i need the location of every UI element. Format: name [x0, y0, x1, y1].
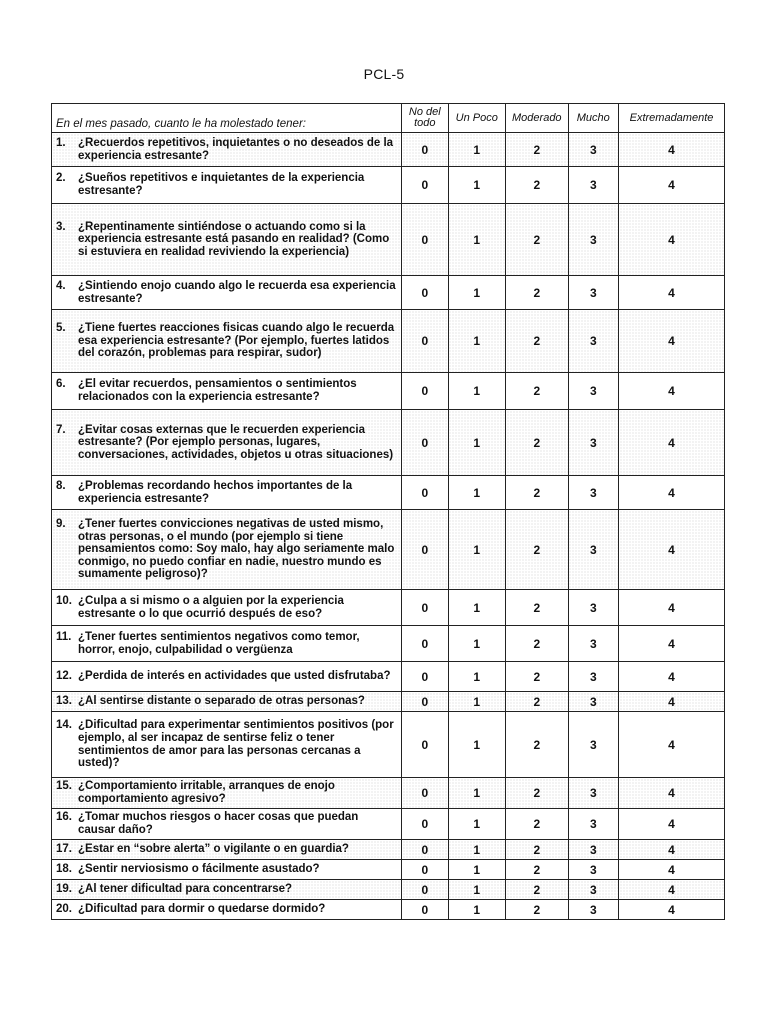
item-number: 5.: [56, 322, 66, 335]
table-row: [52, 778, 725, 809]
table-row: [52, 276, 725, 310]
response-option[interactable]: 2: [506, 692, 569, 712]
response-option[interactable]: 1: [448, 373, 506, 410]
response-option[interactable]: 3: [568, 840, 618, 860]
response-option[interactable]: 0: [402, 510, 448, 590]
question-header: En el mes pasado, cuanto le ha molestado tener:: [52, 104, 402, 133]
table-row: [52, 626, 725, 662]
question-cell: [52, 880, 402, 900]
response-option[interactable]: 0: [402, 662, 448, 692]
pcl5-table: [51, 103, 725, 920]
response-option[interactable]: 3: [568, 373, 618, 410]
item-text: ¿Al sentirse distante o separado de otras personas?: [78, 695, 365, 708]
item-text: ¿Sintiendo enojo cuando algo le recuerda esa experiencia estresante?: [78, 279, 396, 305]
response-option[interactable]: 2: [506, 840, 569, 860]
question-cell: [52, 276, 402, 310]
item-text: ¿Perdida de interés en actividades que usted disfrutaba?: [78, 670, 391, 683]
response-option[interactable]: 0: [402, 626, 448, 662]
item-number: 6.: [56, 378, 66, 391]
table-row: [52, 204, 725, 276]
response-option[interactable]: 3: [568, 692, 618, 712]
response-option[interactable]: 4: [619, 840, 725, 860]
option-header: Mucho: [568, 104, 618, 133]
response-option[interactable]: 3: [568, 410, 618, 476]
response-option[interactable]: 4: [619, 167, 725, 204]
question-cell: [52, 692, 402, 712]
response-option[interactable]: 2: [506, 809, 569, 840]
table-row: [52, 880, 725, 900]
response-option[interactable]: 0: [402, 276, 448, 310]
response-option[interactable]: 1: [448, 167, 506, 204]
response-option[interactable]: 1: [448, 410, 506, 476]
response-option[interactable]: 2: [506, 626, 569, 662]
option-header: No del todo: [402, 104, 448, 133]
item-text: ¿Sentir nerviosismo o fácilmente asustado?: [78, 863, 320, 876]
response-option[interactable]: 3: [568, 133, 618, 167]
response-option[interactable]: 4: [619, 133, 725, 167]
response-option[interactable]: 2: [506, 900, 569, 920]
question-cell: [52, 626, 402, 662]
item-text: ¿El evitar recuerdos, pensamientos o sentimientos relacionados con la experiencia estresante?: [78, 378, 357, 403]
response-option[interactable]: 3: [568, 778, 618, 809]
item-number: 10.: [56, 594, 72, 607]
response-option[interactable]: 1: [448, 310, 506, 373]
item-number: 2.: [56, 172, 66, 185]
response-option[interactable]: 0: [402, 840, 448, 860]
response-option[interactable]: 4: [619, 410, 725, 476]
response-option[interactable]: 0: [402, 778, 448, 809]
response-option[interactable]: 0: [402, 410, 448, 476]
response-option[interactable]: 3: [568, 276, 618, 310]
response-option[interactable]: 3: [568, 204, 618, 276]
option-header: Un Poco: [448, 104, 506, 133]
table-row: [52, 662, 725, 692]
response-option[interactable]: 3: [568, 310, 618, 373]
item-number: 16.: [56, 811, 72, 824]
table-row: [52, 809, 725, 840]
response-option[interactable]: 1: [448, 133, 506, 167]
question-cell: [52, 167, 402, 204]
question-cell: [52, 662, 402, 692]
item-number: 7.: [56, 423, 66, 436]
response-option[interactable]: 4: [619, 662, 725, 692]
item-number: 13.: [56, 695, 72, 708]
table-row: [52, 692, 725, 712]
item-number: 15.: [56, 780, 72, 793]
response-option[interactable]: 1: [448, 880, 506, 900]
header-row: [52, 104, 725, 133]
response-option[interactable]: 3: [568, 900, 618, 920]
response-option[interactable]: 2: [506, 204, 569, 276]
question-cell: [52, 510, 402, 590]
response-option[interactable]: 3: [568, 662, 618, 692]
table-row: [52, 900, 725, 920]
item-text: ¿Dificultad para dormir o quedarse dormido?: [78, 903, 326, 916]
response-option[interactable]: 3: [568, 860, 618, 880]
table-row: [52, 840, 725, 860]
response-option[interactable]: 1: [448, 692, 506, 712]
question-cell: [52, 410, 402, 476]
question-cell: [52, 476, 402, 510]
table-row: [52, 860, 725, 880]
question-cell: [52, 590, 402, 626]
response-option[interactable]: 3: [568, 809, 618, 840]
response-option[interactable]: 4: [619, 373, 725, 410]
response-option[interactable]: 0: [402, 590, 448, 626]
item-number: 1.: [56, 136, 66, 149]
response-option[interactable]: 0: [402, 809, 448, 840]
response-option[interactable]: 0: [402, 712, 448, 778]
question-cell: [52, 204, 402, 276]
item-text: ¿Tomar muchos riesgos o hacer cosas que puedan causar daño?: [78, 811, 359, 836]
item-number: 12.: [56, 670, 72, 683]
item-number: 20.: [56, 903, 72, 916]
response-option[interactable]: 1: [448, 662, 506, 692]
item-number: 9.: [56, 518, 66, 531]
response-option[interactable]: 2: [506, 590, 569, 626]
response-option[interactable]: 1: [448, 590, 506, 626]
item-number: 19.: [56, 883, 72, 896]
item-text: ¿Tener fuertes sentimientos negativos como temor, horror, enojo, culpabilidad o vergüenza: [78, 630, 360, 656]
response-option[interactable]: 0: [402, 204, 448, 276]
response-option[interactable]: 1: [448, 712, 506, 778]
response-option[interactable]: 4: [619, 626, 725, 662]
table-row: [52, 590, 725, 626]
item-number: 4.: [56, 279, 66, 292]
response-option[interactable]: 2: [506, 373, 569, 410]
response-option[interactable]: 0: [402, 373, 448, 410]
response-option[interactable]: 3: [568, 712, 618, 778]
response-option[interactable]: 0: [402, 860, 448, 880]
response-option[interactable]: 2: [506, 167, 569, 204]
table-row: [52, 133, 725, 167]
question-cell: [52, 310, 402, 373]
item-number: 18.: [56, 863, 72, 876]
response-option[interactable]: 0: [402, 692, 448, 712]
item-text: ¿Comportamiento irritable, arranques de enojo comportamiento agresivo?: [78, 780, 335, 805]
response-option[interactable]: 3: [568, 476, 618, 510]
table-row: [52, 510, 725, 590]
item-number: 3.: [56, 220, 66, 233]
question-cell: [52, 373, 402, 410]
response-option[interactable]: 3: [568, 626, 618, 662]
response-option[interactable]: 1: [448, 510, 506, 590]
item-text: ¿Repentinamente sintiéndose o actuando como si la experiencia estresante está pasando en realidad? (Como si estuviera en realidad reviviendo la experiencia): [78, 220, 390, 258]
response-option[interactable]: 2: [506, 410, 569, 476]
item-text: ¿Estar en “sobre alerta” o vigilante o en guardia?: [78, 843, 349, 856]
question-cell: [52, 712, 402, 778]
item-number: 17.: [56, 843, 72, 856]
table-row: [52, 476, 725, 510]
item-number: 11.: [56, 630, 72, 643]
item-text: ¿Tener fuertes convicciones negativas de usted mismo, otras personas, o el mundo (por ejemplo si tiene pensamientos como: Soy malo, hay algo seriamente malo conmigo, no puedo confiar en nadie, nuestro mundo es sumamente peligroso)?: [78, 518, 395, 581]
response-option[interactable]: 1: [448, 204, 506, 276]
response-option[interactable]: 0: [402, 310, 448, 373]
table-row: [52, 310, 725, 373]
response-option[interactable]: 1: [448, 276, 506, 310]
response-option[interactable]: 2: [506, 712, 569, 778]
item-text: ¿Al tener dificultad para concentrarse?: [78, 883, 293, 896]
response-option[interactable]: 4: [619, 880, 725, 900]
response-option[interactable]: 0: [402, 900, 448, 920]
response-option[interactable]: 1: [448, 840, 506, 860]
response-option[interactable]: 2: [506, 860, 569, 880]
response-option[interactable]: 4: [619, 712, 725, 778]
table-row: [52, 410, 725, 476]
response-option[interactable]: 2: [506, 662, 569, 692]
response-option[interactable]: 4: [619, 510, 725, 590]
response-option[interactable]: 2: [506, 133, 569, 167]
question-cell: [52, 840, 402, 860]
item-text: ¿Tiene fuertes reacciones fisicas cuando algo le recuerda esa experiencia estresante? (Por ejemplo, fuertes latidos del corazón, problemas para respirar, sudor): [78, 322, 395, 360]
response-option[interactable]: 4: [619, 590, 725, 626]
item-text: ¿Evitar cosas externas que le recuerden experiencia estresante? (Por ejemplo personas, lugares, conversaciones, actividades, objetos u otras situaciones): [78, 423, 394, 461]
response-option[interactable]: 4: [619, 692, 725, 712]
response-option[interactable]: 2: [506, 510, 569, 590]
response-option[interactable]: 3: [568, 167, 618, 204]
response-option[interactable]: 1: [448, 860, 506, 880]
response-option[interactable]: 2: [506, 276, 569, 310]
item-number: 8.: [56, 479, 66, 492]
response-option[interactable]: 4: [619, 809, 725, 840]
response-option[interactable]: 3: [568, 510, 618, 590]
table-row: [52, 167, 725, 204]
item-text: ¿Culpa a si mismo o a alguien por la experiencia estresante o lo que ocurrió después de eso?: [78, 594, 344, 620]
item-text: ¿Dificultad para experimentar sentimientos positivos (por ejemplo, al ser incapaz de sentirse feliz o tener sentimientos de amor para las personas cercanas a usted)?: [78, 719, 394, 770]
response-option[interactable]: 2: [506, 310, 569, 373]
response-option[interactable]: 2: [506, 778, 569, 809]
response-option[interactable]: 3: [568, 590, 618, 626]
response-option[interactable]: 4: [619, 204, 725, 276]
response-option[interactable]: 0: [402, 476, 448, 510]
question-cell: [52, 133, 402, 167]
response-option[interactable]: 1: [448, 476, 506, 510]
response-option[interactable]: 1: [448, 900, 506, 920]
response-option[interactable]: 4: [619, 310, 725, 373]
table-row: [52, 373, 725, 410]
response-option[interactable]: 0: [402, 880, 448, 900]
table-row: [52, 712, 725, 778]
question-cell: [52, 809, 402, 840]
response-option[interactable]: 1: [448, 778, 506, 809]
response-option[interactable]: 2: [506, 880, 569, 900]
option-header: Extremadamente: [619, 104, 725, 133]
page-title: PCL-5: [363, 66, 405, 82]
response-option[interactable]: 3: [568, 880, 618, 900]
response-option[interactable]: 1: [448, 809, 506, 840]
response-option[interactable]: 4: [619, 860, 725, 880]
question-cell: [52, 778, 402, 809]
response-option[interactable]: 1: [448, 626, 506, 662]
item-text: ¿Recuerdos repetitivos, inquietantes o no deseados de la experiencia estresante?: [78, 136, 394, 162]
response-option[interactable]: 4: [619, 276, 725, 310]
question-cell: [52, 860, 402, 880]
response-option[interactable]: 2: [506, 476, 569, 510]
response-option[interactable]: 0: [402, 167, 448, 204]
item-number: 14.: [56, 719, 72, 732]
response-option[interactable]: 4: [619, 900, 725, 920]
response-option[interactable]: 4: [619, 476, 725, 510]
item-text: ¿Sueños repetitivos e inquietantes de la experiencia estresante?: [78, 172, 365, 197]
option-header: Moderado: [506, 104, 569, 133]
response-option[interactable]: 0: [402, 133, 448, 167]
item-text: ¿Problemas recordando hechos importantes de la experiencia estresante?: [78, 479, 353, 505]
response-option[interactable]: 4: [619, 778, 725, 809]
question-cell: [52, 900, 402, 920]
